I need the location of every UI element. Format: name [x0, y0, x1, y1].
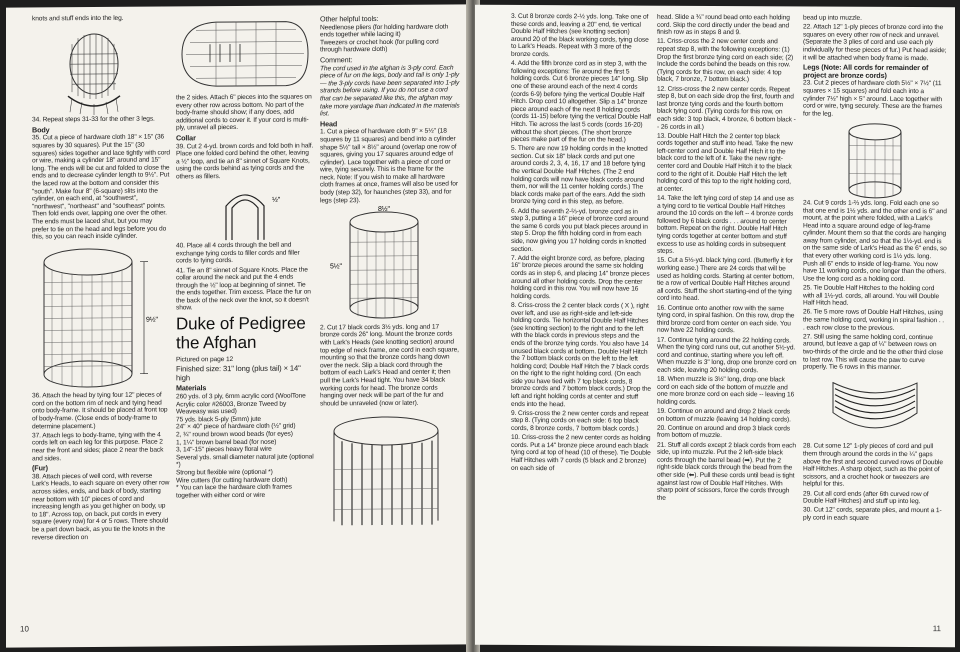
step-3: 3. Cut 8 bronze cords 2-½ yds. long. Take one of these cords and, leaving a 20" end, tie vertical Double Half Hitches (see knotting section) around 20 of the black working cords, tying close to Lark's Heads. Repeat with 3 more of the bronze cords. — [511, 12, 649, 59]
loop-dimension-label: ½" — [272, 196, 281, 204]
step-16: 16. Continue onto another row with the same tying cord, in spiral fashion. On this row, drop the third bronze cord from center on each side. You now have 22 holding cords. — [657, 304, 795, 335]
materials-header: Materials — [176, 383, 207, 393]
step-26: 26. Tie 5 more rows of Double Half Hitches, using the same holding cord, working in spiral fashion . . . each row close to the previous. — [803, 308, 945, 332]
step-22: 22. Attach 12" 1-ply pieces of bronze cord into the squares on every other row of neck and unravel. (Separate the 3 plies of cord and use each ply individually for these pieces of fur.) Put head aside; it will be attached when body frame is made. — [803, 23, 947, 62]
step-40: 40. Place all 4 cords through the bell and exchange tying cords to filler cords and filler cords to tying cords. — [176, 241, 300, 265]
step-30: 30. Cut 12" cords, separate plies, and mount a 1-ply cord in each square — [803, 506, 942, 522]
project-title: Duke of Pedigree the Afghan — [176, 313, 306, 353]
body-header: Body — [32, 125, 50, 135]
fur-frame-illustration — [176, 13, 314, 94]
step-12: 12. Criss-cross the 2 new center cords. Repeat step 8, but on each side drop the first, fourth and last bronze tying cords and the fourth bottom black tying cord. (Tying cords for this row, on each side: 3 top black, 4 bronze, 6 bottom black -- 26 cords in all.) — [657, 85, 796, 131]
materials-list: 260 yds. of 3 ply, 6mm acrylic cord (WoolTone Acrylic color #26003, Bronze Tweed by Weaveasy was used) 75 yds. black 5-ply (5mm) jute 24" × 40" piece of hardware cloth (½" grid) 2, ¾" round brown wood beads (for eyes) 1, 1¼" brown barrel bead (for nose) 3, 14"-15" pieces heavy floral wire Several yds. small diameter natural jute (optional *) Strong but flexible wire (optional *) Wire cutters (for cutting hardware cloth) * You can lace the hardware cloth frames together with either cord or wire — [176, 392, 314, 500]
tools-list: Needlenose pliers (for holding hardware cloth ends together while lacing it) Tweezers or crochet hook (for pulling cord through hardware cloth) — [320, 23, 449, 54]
head-step-1: 1. Cut a piece of hardware cloth 9" × 5½" (18 squares by 11 squares) and bend into a cylinder shape 5½" tall × 8½" around (overlap one row of squares, giving you 17 squares around edge of cylinder). Lace together with a piece of cord or wire, tying securely. This is the frame for the neck. Note: If you wish to make all hardware cloth frames at once, frames will also be used for body (step 32), for haunches (step 33), and for legs (step 23). — [320, 127, 458, 205]
head-cords-illustration — [320, 408, 460, 529]
left-column-1 — [32, 14, 170, 543]
finished-size: Finished size: 31" long (plus tail) × 14" high — [176, 363, 301, 383]
fur-header: (Fur) — [32, 463, 48, 473]
step-8: 8. Criss-cross the 2 center black cords ( X ), right over left, and use as right-side and left-side holding cords. Tie horizontal Double Half Hitches (see knotting section) to the right and to the left with the black cords in previous steps and the ends of the bronze tying cords. You also have 14 unused black cords at bottom. Double Half Hitch the 7 bottom black cords on the left to the left holding cord; Double Half Hitch the 7 black cords on the right to the right holding cord. (On each side you have tied with 7 top black cords, 8 bronze cords and 7 bottom black cords.) Drop the left and right holding cords at center and stuff ends into the head. — [511, 301, 651, 408]
left-column-2 — [176, 13, 314, 501]
step-10: 10. Criss-cross the 2 new center cords as holding cords. Put a 14" bronze piece around each black tying cord at top of head (10 of these). Tie Double Half Hitches with 7 cords (5 black and 2 bronze) on each side of — [511, 434, 651, 472]
step-11: 11. Criss-cross the 2 new center cords and repeat step 8, with the following exceptions: (1) Drop the first bronze tying cord on each side; (2) Include the cords behind the beads on this row. (Tying cords for this row, on each side: 4 top black, 7 bronze, 7 bottom black.) — [657, 38, 794, 84]
step-20: 20. Continue on around and drop 3 black cords from bottom of muzzle. — [657, 424, 790, 440]
step-5: 5. There are now 19 holding cords in the knotted section. Cut six 18" black cords and put one around cords 2, 3, 4, 16, 17 and 18 before tying the vertical Double Half Hitches. (The 2 end holding cords will now have black cords around them, nor will the 11 center holding cords.) The black cords make part of the ears. Add the sixth bronze tying cord in this step, as before. — [511, 145, 648, 206]
text-top: knots and stuff ends into the leg. — [32, 14, 124, 23]
step-6: 6. Add the seventh 2-⅔-yd. bronze cord as in step 3, putting a 16" piece of bronze cord around the same 6 cords you put black pieces around in step 5. Drop the fifth holding cord in from each side, now giving you 17 holding cords in knotted section. — [511, 207, 649, 253]
step-36: 36. Attach the head by tying four 12" pieces of cord on the bottom rim of neck and tying head onto body-frame. It should be placed at front top of body-frame. (Close ends of body-frame to determine placement.) — [32, 391, 168, 431]
leg-frame-diagram — [803, 119, 947, 200]
tools-header: Other helpful tools: — [320, 14, 379, 24]
head-step-2: 2. Cut 17 black cords 3½ yds. long and 17 bronze cords 26" long. Mount the bronze cords with Lark's Heads (see knotting section) around top edge of neck frame, one cord in each square, mounting so that the bronze cords hang down over the neck. Slip a black cord through the bottom of each Lark's Head and center it; then pull the Lark's Head tight. You have 34 black working cords for head. The bronze cords hanging over neck will be part of the fur and should be unraveled (now or later). — [320, 323, 459, 408]
step-23: 23. Cut 2 pieces of hardware cloth 5½" × 7½" (11 squares × 15 squares) and fold each into a cylinder 7½" high × 5" around. Lace together with cord or wire, tying securely. These are the frames for the leg. — [803, 79, 943, 118]
step-4: 4. Add the fifth bronze cord as in step 3, with the following exceptions: Tie around the first 5 holding cords. Cut 6 bronze pieces 14" long. Slip one of these around each of the next 4 cords (cords 6-9) before tying the vertical Double Half Hitch. Drop cord 10 altogether. Slip a 14" bronze piece around each of the next 8 holding cords (cords 11-15) before tying the vertical Double Half Hitch. Tie across the last 5 cords (cords 16-20) without the short pieces. (The short bronze pieces make part of the fur on the head.) — [511, 60, 651, 144]
step-25: 25. Tie Double Half Hitches to the holding cord with all 1½-yd. cords, all around. You will Double Half Hitch head. — [803, 284, 940, 307]
step-21-continued: bead up into muzzle. — [803, 14, 862, 22]
step-9: 9. Criss-cross the 2 new center cords and repeat step 8. (Tying cords on each side: 6 top black cords, 8 bronze cords, 7 bottom black cords.) — [511, 409, 649, 433]
step-15: 15. Cut a 5½-yd. black tying cord. (Butterfly it for working ease.) There are 24 cords that will be used as holding cords. Starting at center bottom, tie a row of vertical Double Half Hitches around all cords. Stuff the short starting-end of the tying cord into head. — [657, 257, 794, 303]
comment-header: Comment: — [320, 55, 353, 65]
neck-frame-illustration — [320, 205, 460, 324]
right-column-2 — [657, 14, 797, 505]
right-column-3 — [803, 14, 947, 524]
body-dimension-label: 9½" — [146, 316, 158, 324]
left-column-3 — [320, 12, 460, 529]
step-38: 38. Attach pieces of well cord, with reverse Lark's Heads, to each square on every other row across sides, ends, and back of body, starting near bottom with 10" pieces of cord and increasing length as you get higher on body, up to 18". Across top, on back, put cords in every square (every row) for 4 or 5 rows. There should be a part down back, as you tie the knots in the reverse direction on — [32, 472, 170, 541]
step-17: 17. Continue tying around the 22 holding cords. When the tying cord runs out, cut another 5½-yd. cord and continue, starting where you left off. When muzzle is 3" long, drop one bronze cord on each side, leaving 20 holding cords. — [657, 336, 797, 375]
pictured-note: Pictured on page 12 — [176, 356, 234, 364]
left-page-number: 10 — [20, 624, 29, 634]
step-35: 35. Cut a piece of hardware cloth 18" × 15" (36 squares by 30 squares). Put the 15" (30 squares) sides together and lace tightly with cord or wire, making a cylinder 18" around and 15" long. The ends will be cut and folded to close the ends and to decrease cylinder length to 9½". Put the laced row at the bottom and consider this "south". Make four 8" (6-square) slits into the cylinder, on each end, at "southwest", "northwest", "northeast" and "southeast" points. Then fold ends over, lapping one over the other. The ends must be laced shut, but you may prefer to tie on the head and legs before you do this, so you can reach inside cylinder. — [32, 133, 170, 241]
step-14: 14. Take the left tying cord of step 14 and use as a tying cord to tie vertical Double Half Hitches around the 10 cords on the left -- 4 bronze cords followed by 6 black cords . . . around to center bottom. Repeat on the right. Double Half Hitch tying cords together at center bottom and stuff excess to use as holding cords in subsequent steps. — [657, 194, 794, 255]
step-13: 13. Double Half Hitch the 2 center top black cords together and stuff into head. Take the new left-center cord and Double Half Hitch it to the black cord to the left of it. Take the new right-center cord and Double Half Hitch it to the black cord to the right of it. Double Half Hitch the left holding cord of this top to the right holding cord, at center. — [657, 132, 793, 193]
step-24: 24. Cut 9 cords 1-⅔ yds. long. Fold each one so that one end is 1½ yds. and the other end is 6" and mount, at the point where folded, with a Lark's Head into a square around edge of leg-frame cylinder. Mount them so that the cords are hanging away from cylinder, and so that the 1½-yd. end is on the same side of Lark's Head as the 6" ends, so that every other working cord is 1½ yds. long. Push all 6" ends to inside of leg-frame. You now have 11 working cords, one longer than the others. Use the long cord as a holding cord. — [803, 199, 947, 283]
step-39: 39. Cut 2 4-yd. brown cords and fold both in half. Place one folded cord behind the other, leaving a ½" loop, and tie an 8" sinnet of Square Knots, using the cords behind as tying cords and the others as fillers. — [176, 142, 314, 181]
step-27: 27. Still using the same holding cord, continue around, but leave a gap of ¼" between rows on two-thirds of the circle and tie the other third close to last row. This will cause the paw to curve properly. Tie 6 rows in this manner. — [803, 333, 944, 372]
step-28: 28. Cut some 12" 1-ply pieces of cord and pull them through around the cords in the ¼" gaps above the first and second curved rows of Double Half Hitches. A sharp object, such as the point of scissors, and a crochet hook or tweezers are helpful for this. — [803, 442, 943, 488]
step-21: 21. Stuff all cords except 2 black cords from each side, up into muzzle. Put the 2 left-side black cords through the barrel bead (➡). Put the 2 right-side black cords through the bead from the other side (⬅). Pull these cords until bead is tight against last row of Double Half Hitches. With sharp point of scissors, force the cords through the — [657, 441, 796, 502]
step-37: 37. Attach legs to body-frame, tying with the 4 cords left on each leg for this purpose. Place 2 near the front and sides; place 2 near the back and sides. — [32, 431, 164, 463]
step-38-continued: the 2 sides. Attach 6" pieces into the squares on every other row across bottom. No part of the body-frame should show; if any does, add additional cords to cover it. If your cord is multi-ply, unravel all pieces. — [176, 93, 312, 132]
neck-height-label: 5½" — [330, 263, 342, 271]
leg-frame-illustration — [32, 24, 170, 117]
legs-header: Legs (Note: All cords for remainder of project are bronze cords) — [803, 62, 929, 80]
right-page — [475, 5, 955, 648]
step-10-continued: head. Slide a ¾" round bead onto each holding cord. Skip the cord directly under the bead and finish row as in steps 8 and 9. — [657, 13, 790, 37]
right-page-number: 11 — [932, 624, 941, 634]
left-page — [6, 4, 469, 647]
collar-header: Collar — [176, 133, 196, 143]
comment-text: The cord used in the afghan is 3-ply cord. Each piece of fur on the legs, body and tail is only 1-ply — the 3-ply cords have been separated into 1-ply strands before using. If you do not use a cord that can be separated like this, the afghan may take more yardage than indicated in the materials list. — [320, 64, 460, 118]
step-29: 29. Cut all cord ends (after 6th curved row of Double Half Hitches) and stuff up into leg. — [803, 489, 929, 506]
paw-illustration — [803, 373, 947, 444]
head-header: Head — [320, 119, 338, 129]
step-19: 19. Continue on around and drop 2 black cords on bottom of muzzle (leaving 14 holding cords). — [657, 407, 791, 424]
right-column-1 — [511, 13, 651, 475]
collar-loop-illustration — [176, 182, 314, 243]
body-frame-illustration — [32, 242, 170, 393]
neck-circumference-label: 8½" — [378, 205, 390, 213]
step-18: 18. When muzzle is 3½" long, drop one black cord on each side of the bottom of muzzle and one more bronze cord on each side -- leaving 16 holding cords. — [657, 375, 795, 406]
step-34: 34. Repeat steps 31-33 for the other 3 legs. — [32, 115, 155, 124]
step-7: 7. Add the eight bronze cord, as before, placing 16" bronze pieces around the same six holding cords as in step 6, and placing 14" bronze pieces around all other holding cords. Drop the center holding cord in this row. You will now have 16 holding cords. — [511, 254, 650, 300]
step-41: 41. Tie an 8" sinnet of Square Knots. Place the collar around the neck and put the 4 ends through the ½" loop at beginning of sinnet. Tie the ends together. Trim excess. Place the fur on the back of the neck over the knot, so it doesn't show. — [176, 266, 311, 312]
